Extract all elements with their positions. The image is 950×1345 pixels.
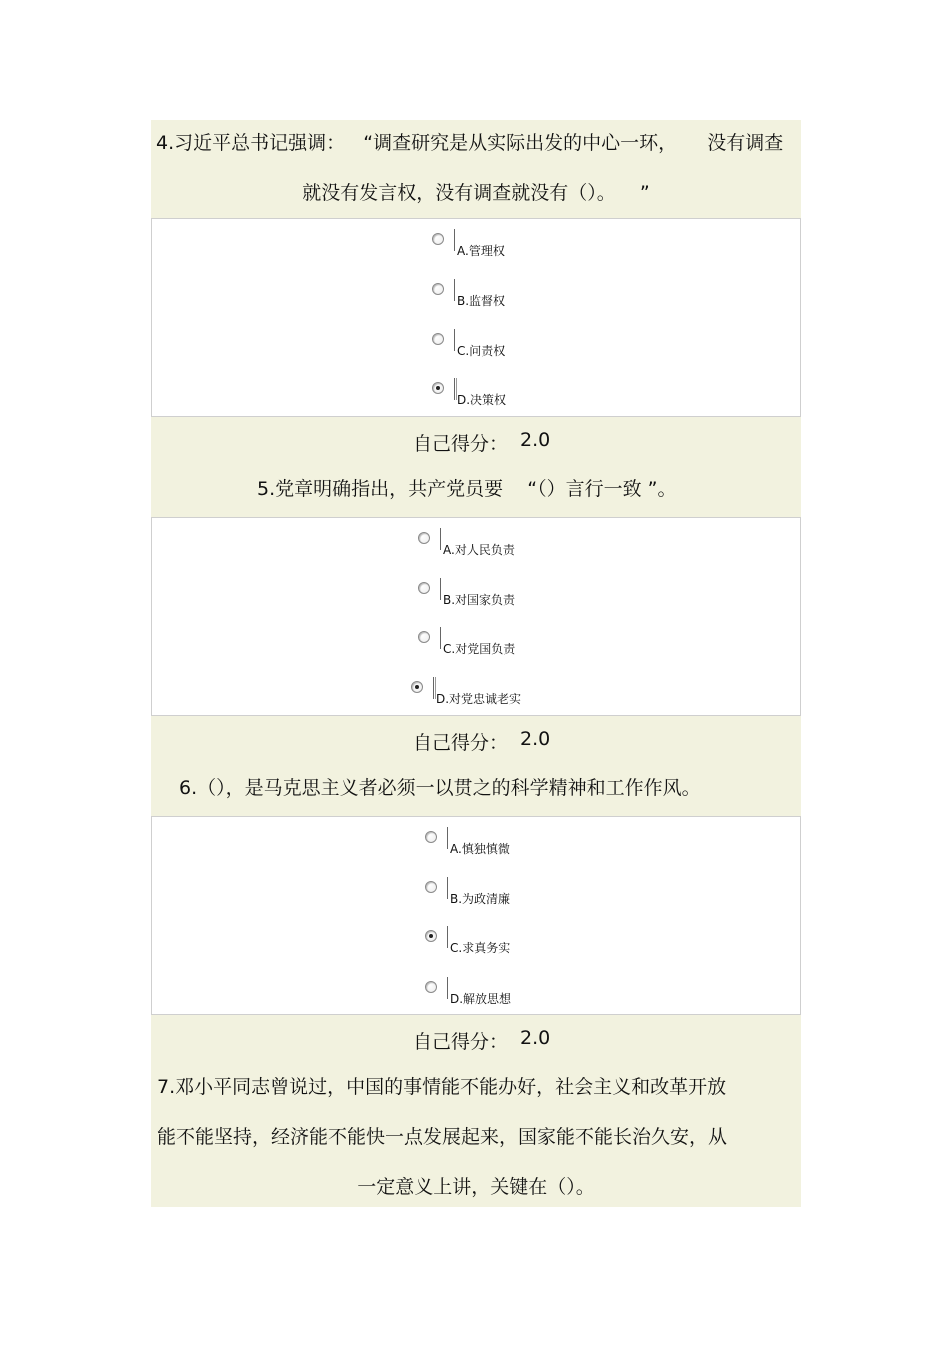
option-label: B.对国家负责 bbox=[443, 593, 516, 607]
divider bbox=[440, 578, 441, 600]
divider bbox=[454, 378, 455, 400]
question-7 bbox=[151, 1065, 801, 1207]
score-row bbox=[151, 716, 801, 766]
option-label: C.问责权 bbox=[457, 344, 506, 358]
question-text: 能不能坚持，经济能不能快一点发展起来，国家能不能长治久安，从 bbox=[157, 1126, 728, 1148]
score-value: 2.0 bbox=[520, 429, 551, 451]
quiz-container bbox=[151, 120, 801, 1207]
radio-icon[interactable] bbox=[425, 831, 437, 843]
option-label: C.求真务实 bbox=[450, 941, 511, 955]
option-label: A.慎独慎微 bbox=[450, 842, 510, 856]
divider bbox=[433, 677, 434, 699]
question-5 bbox=[151, 467, 801, 517]
divider bbox=[447, 926, 448, 948]
question-6 bbox=[151, 766, 801, 816]
option-label: A.管理权 bbox=[457, 244, 505, 258]
score-label: 自己得分： bbox=[413, 433, 509, 455]
question-text: 7.邓小平同志曾说过，中国的事情能不能办好，社会主义和改革开放 bbox=[157, 1076, 727, 1098]
radio-icon[interactable] bbox=[418, 532, 430, 544]
divider bbox=[440, 528, 441, 550]
question-text: 就没有发言权，没有调查就没有（）。 ” bbox=[302, 182, 650, 204]
question-4 bbox=[151, 120, 801, 218]
question-text: 4.习近平总书记强调： “调查研究是从实际出发的中心一环， 没有调查 bbox=[156, 132, 784, 154]
question-text: 一定意义上讲，关键在（）。 bbox=[357, 1176, 595, 1198]
option-label: D.解放思想 bbox=[450, 992, 512, 1006]
radio-icon[interactable] bbox=[432, 233, 444, 245]
radio-icon[interactable] bbox=[425, 981, 437, 993]
score-value: 2.0 bbox=[520, 1027, 551, 1049]
divider bbox=[447, 977, 448, 999]
radio-icon[interactable] bbox=[425, 881, 437, 893]
option-label: D.对党忠诚老实 bbox=[436, 692, 522, 706]
question-text: 5.党章明确指出，共产党员要 “（）言行一致 ”。 bbox=[257, 478, 677, 500]
option-label: A.对人民负责 bbox=[443, 543, 515, 557]
radio-checked-icon[interactable] bbox=[425, 930, 437, 942]
option-label: B.监督权 bbox=[457, 294, 506, 308]
divider bbox=[454, 229, 455, 251]
radio-checked-icon[interactable] bbox=[411, 681, 423, 693]
divider bbox=[447, 827, 448, 849]
radio-icon[interactable] bbox=[432, 333, 444, 345]
score-label: 自己得分： bbox=[413, 732, 509, 754]
options-q4 bbox=[151, 218, 801, 417]
score-value: 2.0 bbox=[520, 728, 551, 750]
option-label: D.决策权 bbox=[457, 393, 507, 407]
option-label: B.为政清廉 bbox=[450, 892, 511, 906]
divider bbox=[440, 627, 441, 649]
question-text: 6.（），是马克思主义者必须一以贯之的科学精神和工作作风。 bbox=[179, 777, 701, 799]
options-q6 bbox=[151, 816, 801, 1015]
radio-checked-icon[interactable] bbox=[432, 382, 444, 394]
score-label: 自己得分： bbox=[413, 1031, 509, 1053]
divider bbox=[447, 877, 448, 899]
divider bbox=[454, 279, 455, 301]
score-row bbox=[151, 1015, 801, 1065]
radio-icon[interactable] bbox=[432, 283, 444, 295]
score-row bbox=[151, 417, 801, 467]
divider bbox=[454, 329, 455, 351]
option-label: C.对党国负责 bbox=[443, 642, 516, 656]
options-q5 bbox=[151, 517, 801, 716]
radio-icon[interactable] bbox=[418, 631, 430, 643]
radio-icon[interactable] bbox=[418, 582, 430, 594]
